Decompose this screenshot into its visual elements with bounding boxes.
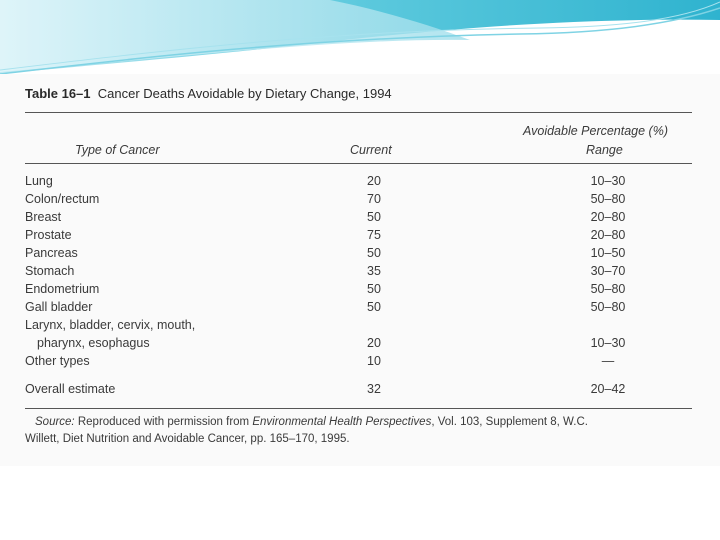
range-value: —	[601, 354, 615, 368]
table-row	[0, 300, 720, 318]
cancer-type: Other types	[25, 354, 90, 368]
range-value: 20–80	[590, 228, 626, 242]
cancer-type: Stomach	[25, 264, 75, 278]
cancer-type: Colon/rectum	[25, 192, 100, 206]
cancer-type: Larynx, bladder, cervix, mouth,	[25, 318, 196, 332]
table-row	[0, 264, 720, 282]
current-value: 70	[367, 192, 381, 206]
table-title	[25, 87, 392, 101]
source-journal: Environmental Health Perspectives	[252, 416, 432, 428]
range-value: 50–80	[590, 300, 626, 314]
cancer-type: Gall bladder	[25, 300, 93, 314]
source-text: Reproduced with permission from	[77, 416, 250, 428]
header-type-of-cancer: Type of Cancer	[75, 143, 160, 157]
table-figure	[0, 74, 720, 466]
top-rule	[25, 112, 692, 113]
range-value: 10–30	[590, 174, 626, 188]
cancer-type: Overall estimate	[25, 382, 116, 396]
table-row	[0, 192, 720, 210]
current-value: 50	[367, 282, 381, 296]
current-value: 20	[367, 336, 381, 350]
current-value: 20	[367, 174, 381, 188]
range-value: 50–80	[590, 192, 626, 206]
table-row	[0, 246, 720, 264]
source-label: Source:	[35, 416, 75, 428]
current-value: 75	[367, 228, 381, 242]
table-row	[0, 282, 720, 300]
source-note-line-1	[35, 415, 588, 429]
table-number: Table 16–1	[25, 86, 91, 101]
table-row-overall	[0, 382, 720, 400]
table-row	[0, 210, 720, 228]
slide-footer-area	[0, 466, 720, 540]
bottom-rule	[25, 408, 692, 409]
current-value: 10	[367, 354, 381, 368]
table-row	[0, 228, 720, 246]
range-value: 20–42	[590, 382, 626, 396]
cancer-type: Pancreas	[25, 246, 78, 260]
cancer-type: Lung	[25, 174, 53, 188]
table-row	[0, 174, 720, 192]
header-avoidable-percentage: Avoidable Percentage (%)	[523, 124, 668, 138]
cancer-type: Prostate	[25, 228, 72, 242]
range-value: 10–30	[590, 336, 626, 350]
range-value: 30–70	[590, 264, 626, 278]
source-note-line-2: Willett, Diet Nutrition and Avoidable Cancer, pp. 165–170, 1995.	[25, 433, 350, 445]
slide-header-decoration	[0, 0, 720, 80]
table-row	[0, 318, 720, 336]
header-current: Current	[350, 143, 392, 157]
current-value: 32	[367, 382, 381, 396]
current-value: 35	[367, 264, 381, 278]
range-value: 20–80	[590, 210, 626, 224]
current-value: 50	[367, 246, 381, 260]
cancer-type: pharynx, esophagus	[37, 336, 150, 350]
table-row	[0, 336, 720, 354]
table-title-text: Cancer Deaths Avoidable by Dietary Change, 1994	[97, 86, 392, 101]
table-row	[0, 354, 720, 372]
header-range: Range	[586, 143, 623, 157]
range-value: 10–50	[590, 246, 626, 260]
cancer-type: Breast	[25, 210, 62, 224]
cancer-type: Endometrium	[25, 282, 100, 296]
header-rule	[25, 163, 692, 164]
current-value: 50	[367, 210, 381, 224]
current-value: 50	[367, 300, 381, 314]
source-volume: , Vol. 103, Supplement 8, W.C.	[431, 416, 588, 428]
range-value: 50–80	[590, 282, 626, 296]
